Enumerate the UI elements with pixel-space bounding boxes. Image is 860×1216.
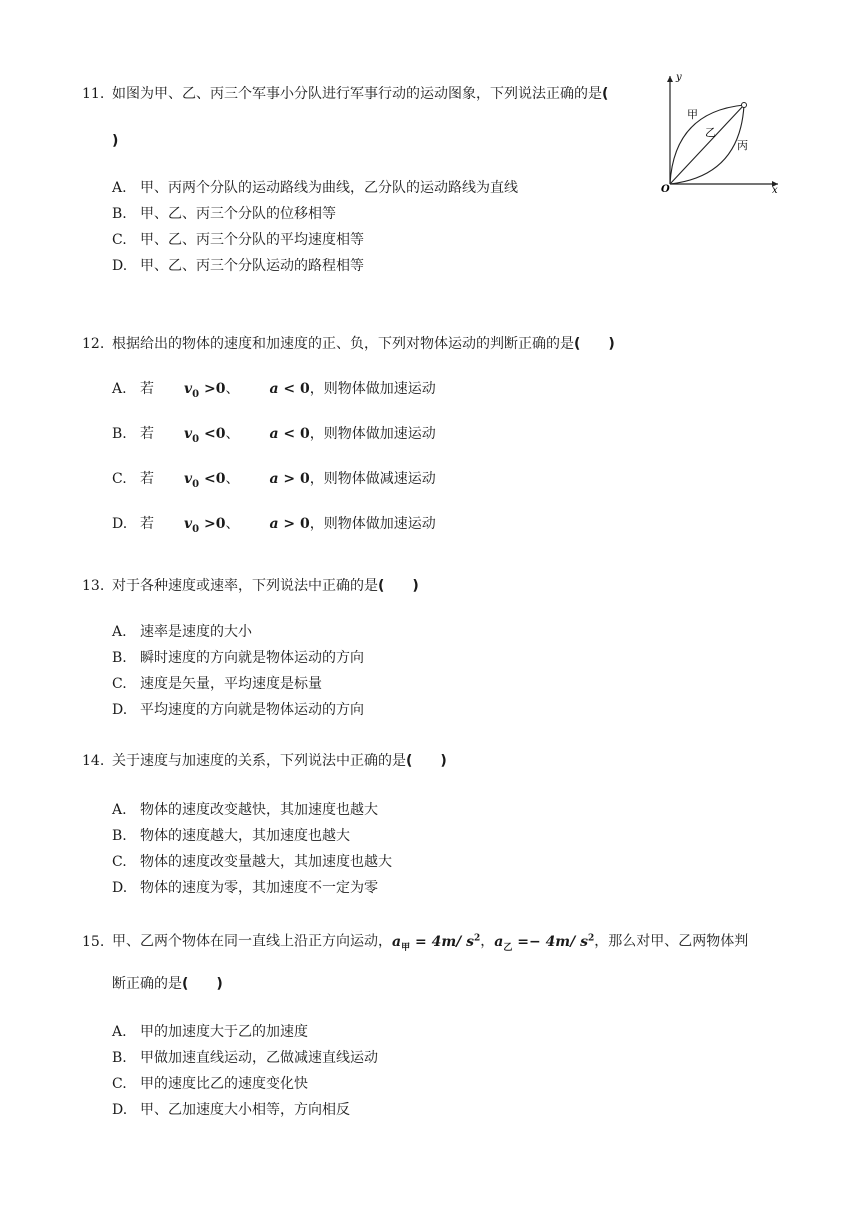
question-15-stem: 15. 甲、乙两个物体在同一直线上沿正方向运动，$a_甲 = 4m/$ $s^2$，$a_乙 =- 4m/$ $s^2$，那么对甲、乙两物体判	[82, 933, 749, 953]
option-b: B. 若 $v_0 <0$、 a < 0，则物体做加速运动	[112, 426, 436, 445]
y-label: y	[676, 72, 682, 83]
label-yi: 乙	[705, 126, 716, 139]
option-b: B. 甲做加速直线运动，乙做减速直线运动	[112, 1050, 378, 1066]
question-11-stem	[82, 84, 608, 104]
a-jia-expr: $a_甲 = 4m/$ $s^2$	[392, 933, 481, 953]
x-label: x	[772, 185, 778, 194]
option-a: A. 若 $v_0 >0$、 a < 0，则物体做加速运动	[112, 381, 436, 400]
label-jia: 甲	[687, 108, 698, 121]
motion-diagram	[660, 70, 780, 194]
option-d: D. 甲、乙、丙三个分队运动的路程相等	[112, 258, 364, 274]
a-symbol: a > 0	[269, 471, 310, 487]
question-number: 11.	[82, 86, 105, 102]
option-c: C. 甲的速度比乙的速度变化快	[112, 1076, 308, 1092]
option-c: C. 物体的速度改变量越大，其加速度也越大	[112, 854, 392, 870]
option-d: D. 物体的速度为零，其加速度不一定为零	[112, 880, 378, 896]
v0-symbol: $v_0 >0$	[184, 516, 226, 535]
a-symbol: a > 0	[269, 516, 310, 532]
label-bing: 丙	[737, 139, 748, 152]
option-a: A. 物体的速度改变越快，其加速度也越大	[112, 802, 378, 818]
a-symbol: a < 0	[269, 426, 310, 442]
path-yi	[670, 105, 744, 184]
question-12-stem: 12. 根据给出的物体的速度和加速度的正、负，下列对物体运动的判断正确的是( )	[82, 336, 615, 352]
y-axis-arrow	[667, 76, 673, 82]
answer-paren-open: (	[602, 86, 609, 102]
question-14-stem: 14. 关于速度与加速度的关系，下列说法中正确的是( )	[82, 753, 447, 769]
option-b: B. 物体的速度越大，其加速度也越大	[112, 828, 350, 844]
question-text: 如图为甲、乙、丙三个军事小分队进行军事行动的运动图象，下列说法正确的是	[112, 86, 602, 102]
end-point	[742, 103, 747, 108]
option-b: B. 瞬时速度的方向就是物体运动的方向	[112, 650, 364, 666]
question-13-stem: 13. 对于各种速度或速率，下列说法中正确的是( )	[82, 578, 419, 594]
question-15-stem-cont: 断正确的是( )	[112, 976, 223, 992]
option-a: A. 甲、丙两个分队的运动路线为曲线，乙分队的运动路线为直线	[112, 180, 518, 196]
v0-symbol: $v_0 >0$	[184, 381, 226, 400]
a-yi-expr: $a_乙 =- 4m/$ $s^2$	[494, 933, 595, 953]
origin-label: O	[661, 184, 670, 194]
option-c: C. 速度是矢量，平均速度是标量	[112, 676, 322, 692]
v0-symbol: $v_0 <0$	[184, 471, 226, 490]
option-d: D. 若 $v_0 >0$、 a > 0，则物体做加速运动	[112, 516, 436, 535]
option-a: A. 甲的加速度大于乙的加速度	[112, 1024, 308, 1040]
a-symbol: a < 0	[269, 381, 310, 397]
option-d: D. 甲、乙加速度大小相等，方向相反	[112, 1102, 350, 1118]
option-a: A. 速率是速度的大小	[112, 624, 252, 640]
answer-paren-close: )	[112, 133, 119, 149]
v0-symbol: $v_0 <0$	[184, 426, 226, 445]
option-b: B. 甲、乙、丙三个分队的位移相等	[112, 206, 336, 222]
option-d: D. 平均速度的方向就是物体运动的方向	[112, 702, 364, 718]
option-c: C. 甲、乙、丙三个分队的平均速度相等	[112, 232, 364, 248]
option-c: C. 若 $v_0 <0$、 a > 0，则物体做减速运动	[112, 471, 436, 490]
